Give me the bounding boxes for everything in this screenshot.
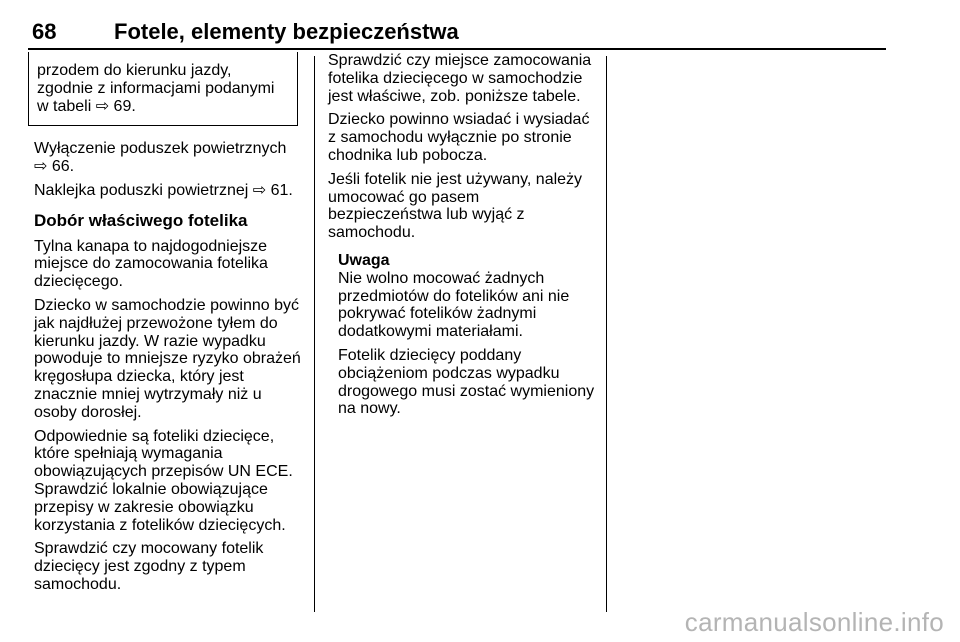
airbag-sticker-reference: Naklejka poduszki powietrznej ⇨ 61. xyxy=(34,181,293,199)
paragraph-curb-side: Dziecko powinno wsiadać i wysiadać z samochodu wyłącznie po stronie chodnika lub pobocza. xyxy=(328,111,590,164)
airbag-deactivation-reference: Wyłączenie poduszek powietrznych ⇨ 66. xyxy=(34,140,287,176)
page-header xyxy=(28,16,886,50)
paragraph-rearward-facing: Dziecko w samochodzie powinno być jak najdłużej przewożone tyłem do kierunku jazdy. W razie wypadku powoduje to mniejsze ryzyko obrażeń kręgosłupa dziecka, który jest znacznie mniej wytrzymały niż u osoby dorosłej. xyxy=(34,296,301,421)
continued-warning-box xyxy=(28,52,298,126)
note-paragraph-2: Fotelik dziecięcy poddany obciążeniom podczas wypadku drogowego musi zostać wymieniony na nowy. xyxy=(338,346,595,418)
paragraph-un-ece: Odpowiednie są foteliki dziecięce, które spełniają wymagania obowiązujących przepisów UN ECE. Sprawdzić lokalnie obowiązujące przepisy w zakresie obowiązku korzystania z fotelików dziecięcych. xyxy=(34,427,293,534)
paragraph-unused-seat: Jeśli fotelik nie jest używany, należy umocować go pasem bezpieczeństwa lub wyjąć z samochodu. xyxy=(328,170,583,242)
column-divider-1 xyxy=(314,56,315,612)
paragraph-compatibility: Sprawdzić czy mocowany fotelik dziecięcy jest zgodny z typem samochodu. xyxy=(34,540,264,593)
watermark: carmanualsonline.info xyxy=(684,607,944,637)
column-divider-2 xyxy=(606,56,607,612)
paragraph-rear-seat: Tylna kanapa to najdogodniejsze miejsce do zamocowania fotelika dziecięcego. xyxy=(34,237,268,291)
paragraph-mounting-location: Sprawdzić czy miejsce zamocowania fotelika dziecięcego w samochodzie jest właściwe, zob. poniższe tabele. xyxy=(328,52,592,105)
section-heading: Dobór właściwego fotelika xyxy=(34,210,248,230)
page-number: 68 xyxy=(32,19,57,44)
note-title: Uwaga xyxy=(338,251,390,269)
column-2 xyxy=(328,52,600,424)
chapter-title: Fotele, elementy bezpieczeństwa xyxy=(114,19,459,44)
note-paragraph-1: Nie wolno mocować żadnych przedmiotów do fotelików ani nie pokrywać fotelików żadnymi dodatkowymi materiałami. xyxy=(338,269,570,341)
note-block xyxy=(338,252,600,418)
column-1 xyxy=(34,52,306,600)
box-text: przodem do kierunku jazdy, zgodnie z informacjami podanymi w tabeli ⇨ 69. xyxy=(37,62,275,115)
